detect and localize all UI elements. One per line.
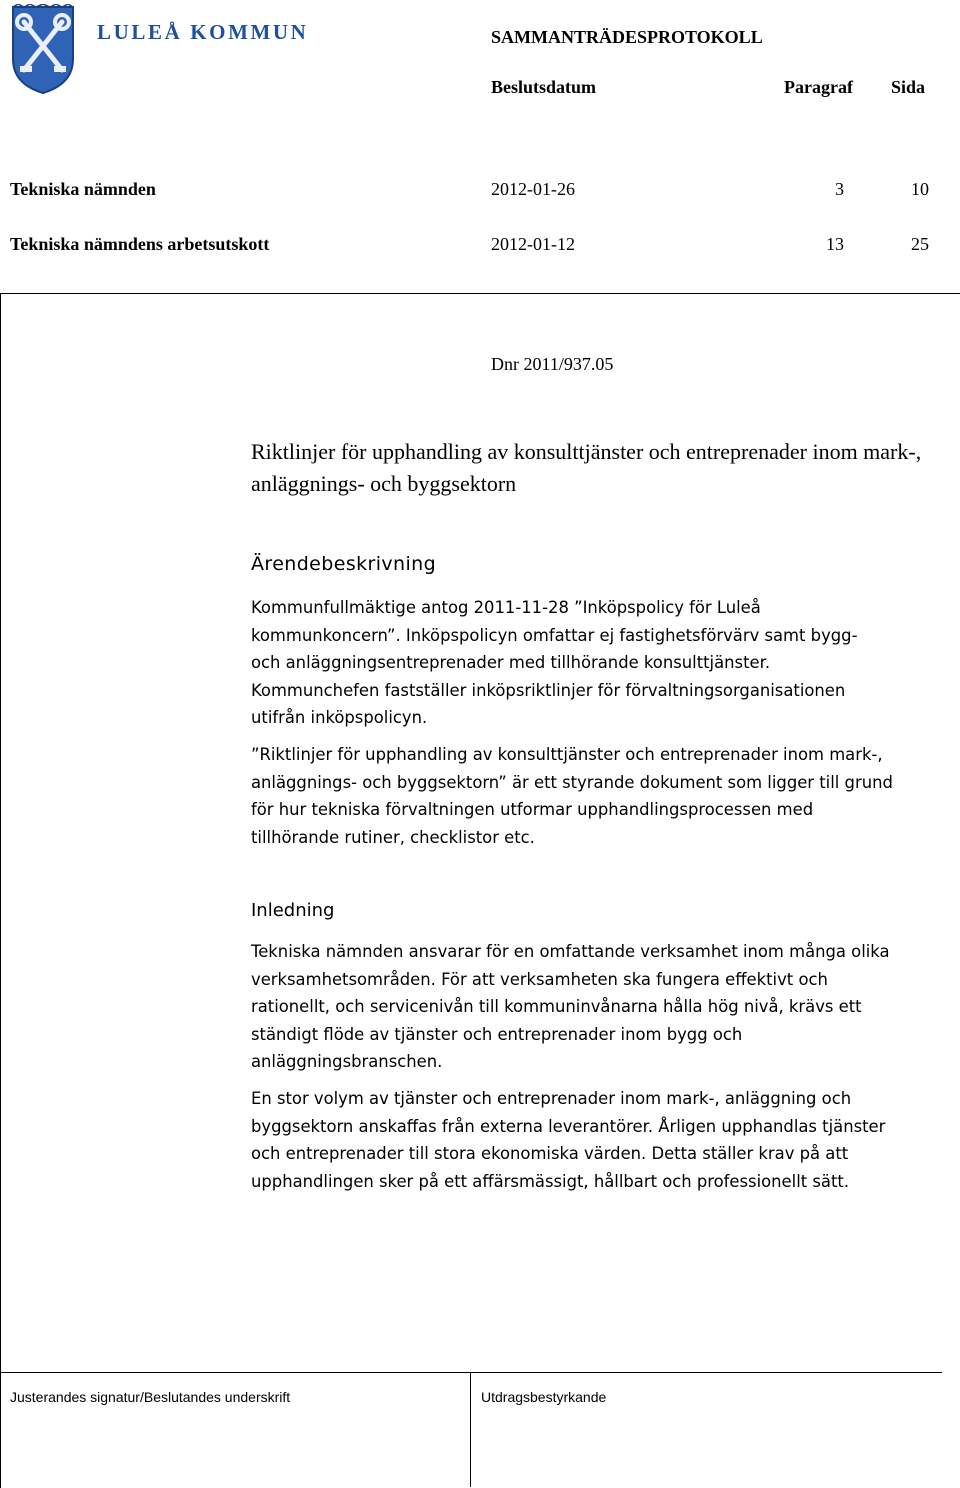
paragraph-introduction: Tekniska nämnden ansvarar för en omfattande verksamhet inom många olika verksamhetsområden. För att verksamheten ska fungera effektivt och rationellt, och servicenivån till kommuninvånarna hålla hög nivå, krävs ett ständigt flöde av tjänster och entreprenader inom bygg och anläggningsbranschen. [251,942,890,1071]
certified-copy-label: Utdragsbestyrkande [481,1389,607,1405]
meeting-date: 2012-01-12 [491,234,575,254]
signature-label: Justerandes signatur/Beslutandes underskrift [10,1389,291,1405]
meeting-page: 25 [911,234,929,254]
section-heading-description: Ärendebeskrivning [251,553,437,575]
paragraph-volume: En stor volym av tjänster och entreprenader inom mark-, anläggning och byggsektorn anskaffas från externa leverantörer. Årligen upphandlas tjänster och entreprenader till stora ekonomiska värden. Detta ställer krav på att upphandlingen sker på ett affärsmässigt, hållbart och professionellt sätt. [251,1089,886,1191]
document-type: SAMMANTRÄDESPROTOKOLL [491,27,763,47]
coat-of-arms-logo [10,4,76,96]
meeting-body: Tekniska nämndens arbetsutskott [10,234,270,254]
brand-name: LULEÅ KOMMUN [97,20,309,44]
column-header-date: Beslutsdatum [491,77,597,97]
meeting-body: Tekniska nämnden [10,179,156,199]
footer-column-divider [470,1372,471,1487]
footer-divider [0,1372,942,1373]
document-title: Riktlinjer för upphandling av konsulttjänster och entreprenader inom mark-, anläggnings- och byggsektorn [251,439,922,496]
column-header-paragraph: Paragraf [784,77,853,97]
meeting-paragraph: 13 [826,234,844,254]
left-border [0,293,1,1488]
paragraph-description: Kommunfullmäktige antog 2011-11-28 ”Inköpspolicy för Luleå kommunkoncern”. Inköpspolicyn omfattar ej fastighetsförvärv samt bygg- och anläggningsentreprenader med tillhörande konsulttjänster. Kommunchefen fastställer inköpsriktlinjer för förvaltningsorganisationen utifrån inköpspolicyn. [251,598,858,727]
column-header-page: Sida [891,77,926,97]
header-divider [0,293,960,294]
meeting-date: 2012-01-26 [491,179,575,199]
section-heading-introduction: Inledning [251,900,335,921]
case-number: Dnr 2011/937.05 [491,354,614,374]
meeting-page: 10 [911,179,929,199]
meeting-paragraph: 3 [835,179,844,199]
paragraph-guidelines: ”Riktlinjer för upphandling av konsulttjänster och entreprenader inom mark-, anläggnings- och byggsektorn” är ett styrande dokument som ligger till grund för hur tekniska förvaltningen utformar upphandlingsprocessen med tillhörande rutiner, checklistor etc. [251,745,893,847]
